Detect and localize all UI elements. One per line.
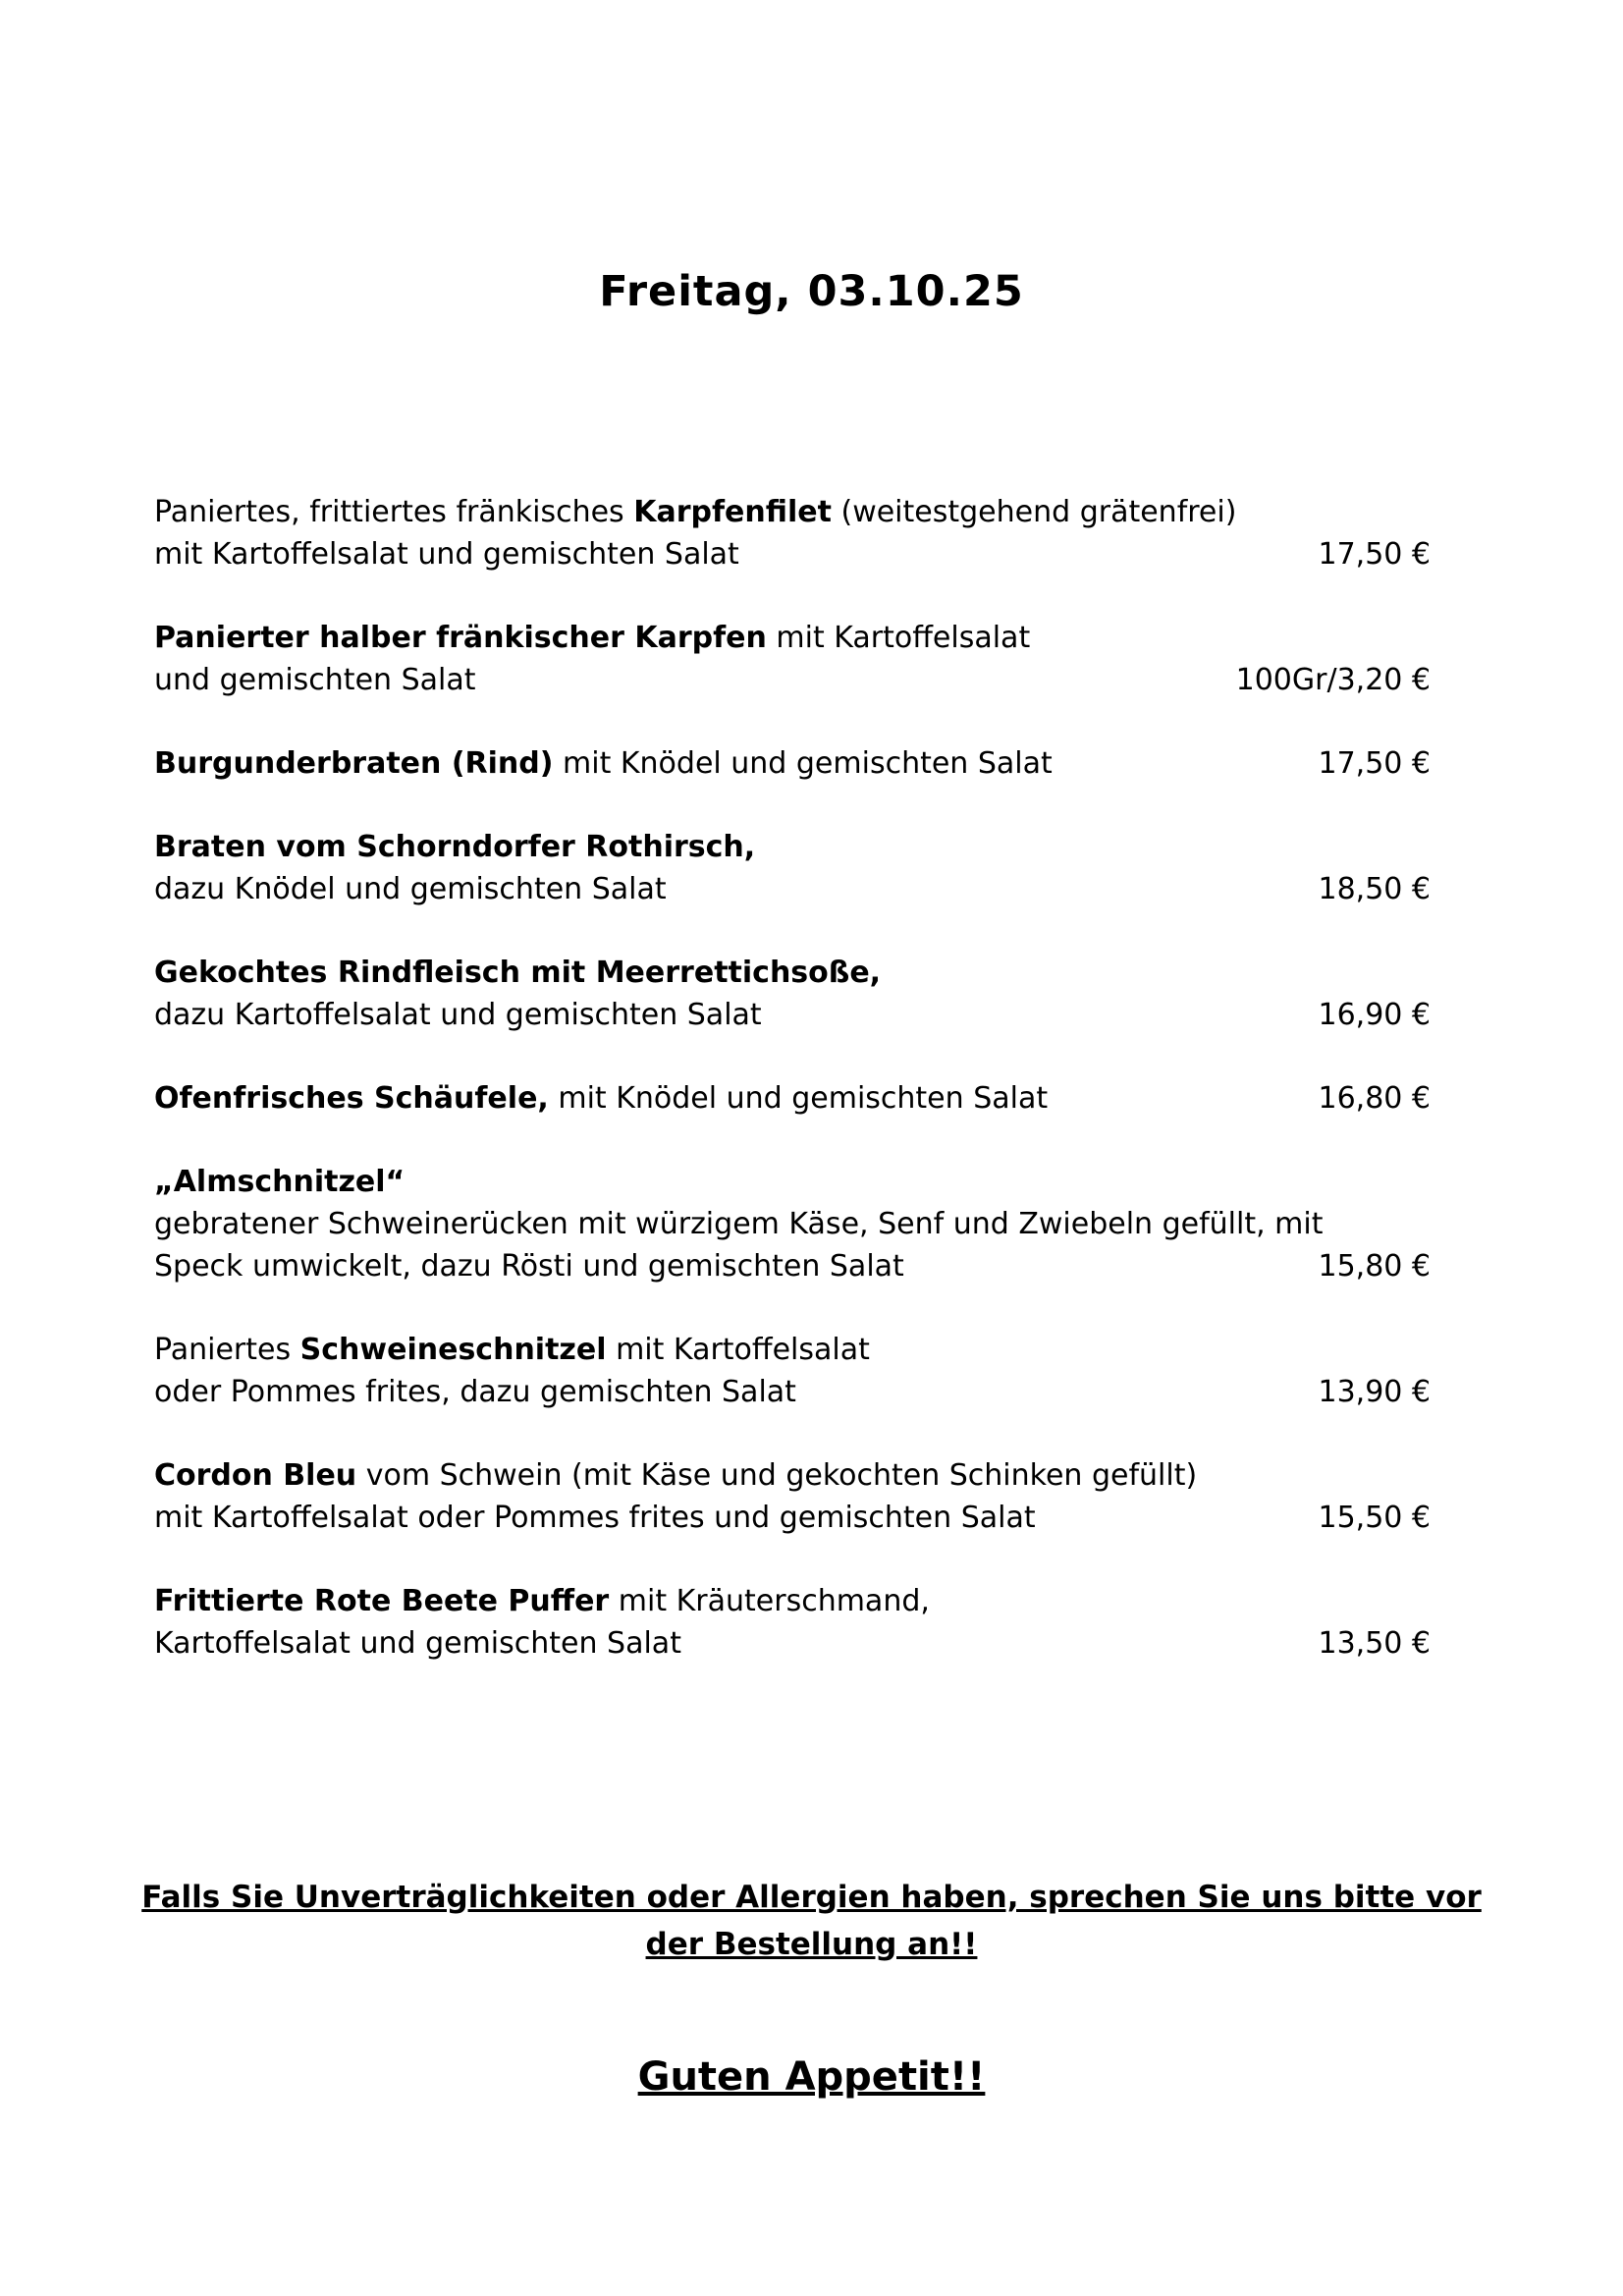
dish-name: Ofenfrisches Schäufele, xyxy=(154,1081,549,1116)
dish-price: 15,50 € xyxy=(1318,1501,1431,1535)
menu-item xyxy=(154,1454,1431,1539)
dish-description: mit Kartoffelsalat xyxy=(766,621,1031,655)
menu-item xyxy=(154,491,1431,575)
menu-item-line xyxy=(154,1622,1431,1665)
dish-description: vom Schwein (mit Käse und gekochten Schinken gefüllt) xyxy=(356,1458,1198,1493)
page-title: Freitag, 03.10.25 xyxy=(599,267,1024,316)
menu-item xyxy=(154,1161,1431,1287)
dish-name: Cordon Bleu xyxy=(154,1458,357,1493)
dish-name: Schweineschnitzel xyxy=(299,1333,607,1367)
menu-list xyxy=(154,491,1431,1665)
dish-description: mit Kartoffelsalat und gemischten Salat xyxy=(154,537,739,572)
menu-item xyxy=(154,1580,1431,1665)
dish-description: (weitestgehend grätenfrei) xyxy=(831,495,1237,529)
menu-item-line xyxy=(154,994,1431,1036)
allergy-note-line-1: Falls Sie Unverträglichkeiten oder Allergien haben, sprechen Sie uns bitte vor xyxy=(141,1880,1482,1915)
menu-item-line xyxy=(154,952,1431,994)
dish-price: 100Gr/3,20 € xyxy=(1235,663,1431,697)
dish-description: und gemischten Salat xyxy=(154,663,476,697)
menu-item-line xyxy=(154,491,1431,533)
dish-name: Karpfenfilet xyxy=(633,495,832,529)
dish-name: Burgunderbraten (Rind) xyxy=(154,746,554,781)
menu-item xyxy=(154,1077,1431,1120)
menu-item-line xyxy=(154,1329,1431,1371)
menu-item xyxy=(154,742,1431,785)
dish-description: oder Pommes frites, dazu gemischten Salat xyxy=(154,1375,796,1409)
dish-price: 16,90 € xyxy=(1318,998,1431,1032)
dish-price: 18,50 € xyxy=(1318,872,1431,906)
menu-item-line xyxy=(154,1497,1431,1539)
dish-description: gebratener Schweinerücken mit würzigem Käse, Senf und Zwiebeln gefüllt, mit xyxy=(154,1207,1324,1241)
dish-description: dazu Knödel und gemischten Salat xyxy=(154,872,667,906)
dish-description: mit Kartoffelsalat xyxy=(606,1333,870,1367)
dish-price: 16,80 € xyxy=(1318,1081,1431,1116)
dish-description: mit Kartoffelsalat oder Pommes frites und gemischten Salat xyxy=(154,1501,1036,1535)
menu-item xyxy=(154,617,1431,701)
menu-item-line xyxy=(154,1161,1431,1203)
menu-item xyxy=(154,826,1431,910)
dish-name: „Almschnitzel“ xyxy=(154,1165,406,1199)
allergy-note-line-2: der Bestellung an!! xyxy=(645,1927,978,1962)
closing-greeting: Guten Appetit!! xyxy=(637,2054,986,2100)
menu-item-line xyxy=(154,533,1431,575)
dish-description: Paniertes xyxy=(154,1333,300,1367)
menu-item xyxy=(154,1329,1431,1413)
dish-description: mit Knödel und gemischten Salat xyxy=(553,746,1053,781)
menu-item-line xyxy=(154,1454,1431,1497)
menu-item xyxy=(154,952,1431,1036)
dish-price: 13,90 € xyxy=(1318,1375,1431,1409)
dish-description: Kartoffelsalat und gemischten Salat xyxy=(154,1626,681,1661)
menu-item-line xyxy=(154,1203,1431,1245)
dish-description: Speck umwickelt, dazu Rösti und gemischten Salat xyxy=(154,1249,904,1284)
allergy-note xyxy=(0,1874,1623,1968)
dish-price: 17,50 € xyxy=(1318,537,1431,572)
dish-description: dazu Kartoffelsalat und gemischten Salat xyxy=(154,998,762,1032)
menu-item-line xyxy=(154,617,1431,659)
menu-item-line xyxy=(154,868,1431,910)
dish-description: mit Knödel und gemischten Salat xyxy=(548,1081,1049,1116)
menu-item-line xyxy=(154,1371,1431,1413)
menu-item-line xyxy=(154,1077,1431,1120)
menu-item-line xyxy=(154,1580,1431,1622)
menu-item-line xyxy=(154,659,1431,701)
dish-name: Frittierte Rote Beete Puffer xyxy=(154,1584,610,1618)
menu-item-line xyxy=(154,1245,1431,1287)
dish-description: mit Kräuterschmand, xyxy=(609,1584,930,1618)
dish-price: 13,50 € xyxy=(1318,1626,1431,1661)
dish-name: Panierter halber fränkischer Karpfen xyxy=(154,621,767,655)
menu-item-line xyxy=(154,826,1431,868)
dish-name: Gekochtes Rindfleisch mit Meerrettichsoße, xyxy=(154,956,882,990)
menu-item-line xyxy=(154,742,1431,785)
dish-price: 15,80 € xyxy=(1318,1249,1431,1284)
dish-description: Paniertes, frittiertes fränkisches xyxy=(154,495,634,529)
dish-name: Braten vom Schorndorfer Rothirsch, xyxy=(154,830,756,864)
dish-price: 17,50 € xyxy=(1318,746,1431,781)
